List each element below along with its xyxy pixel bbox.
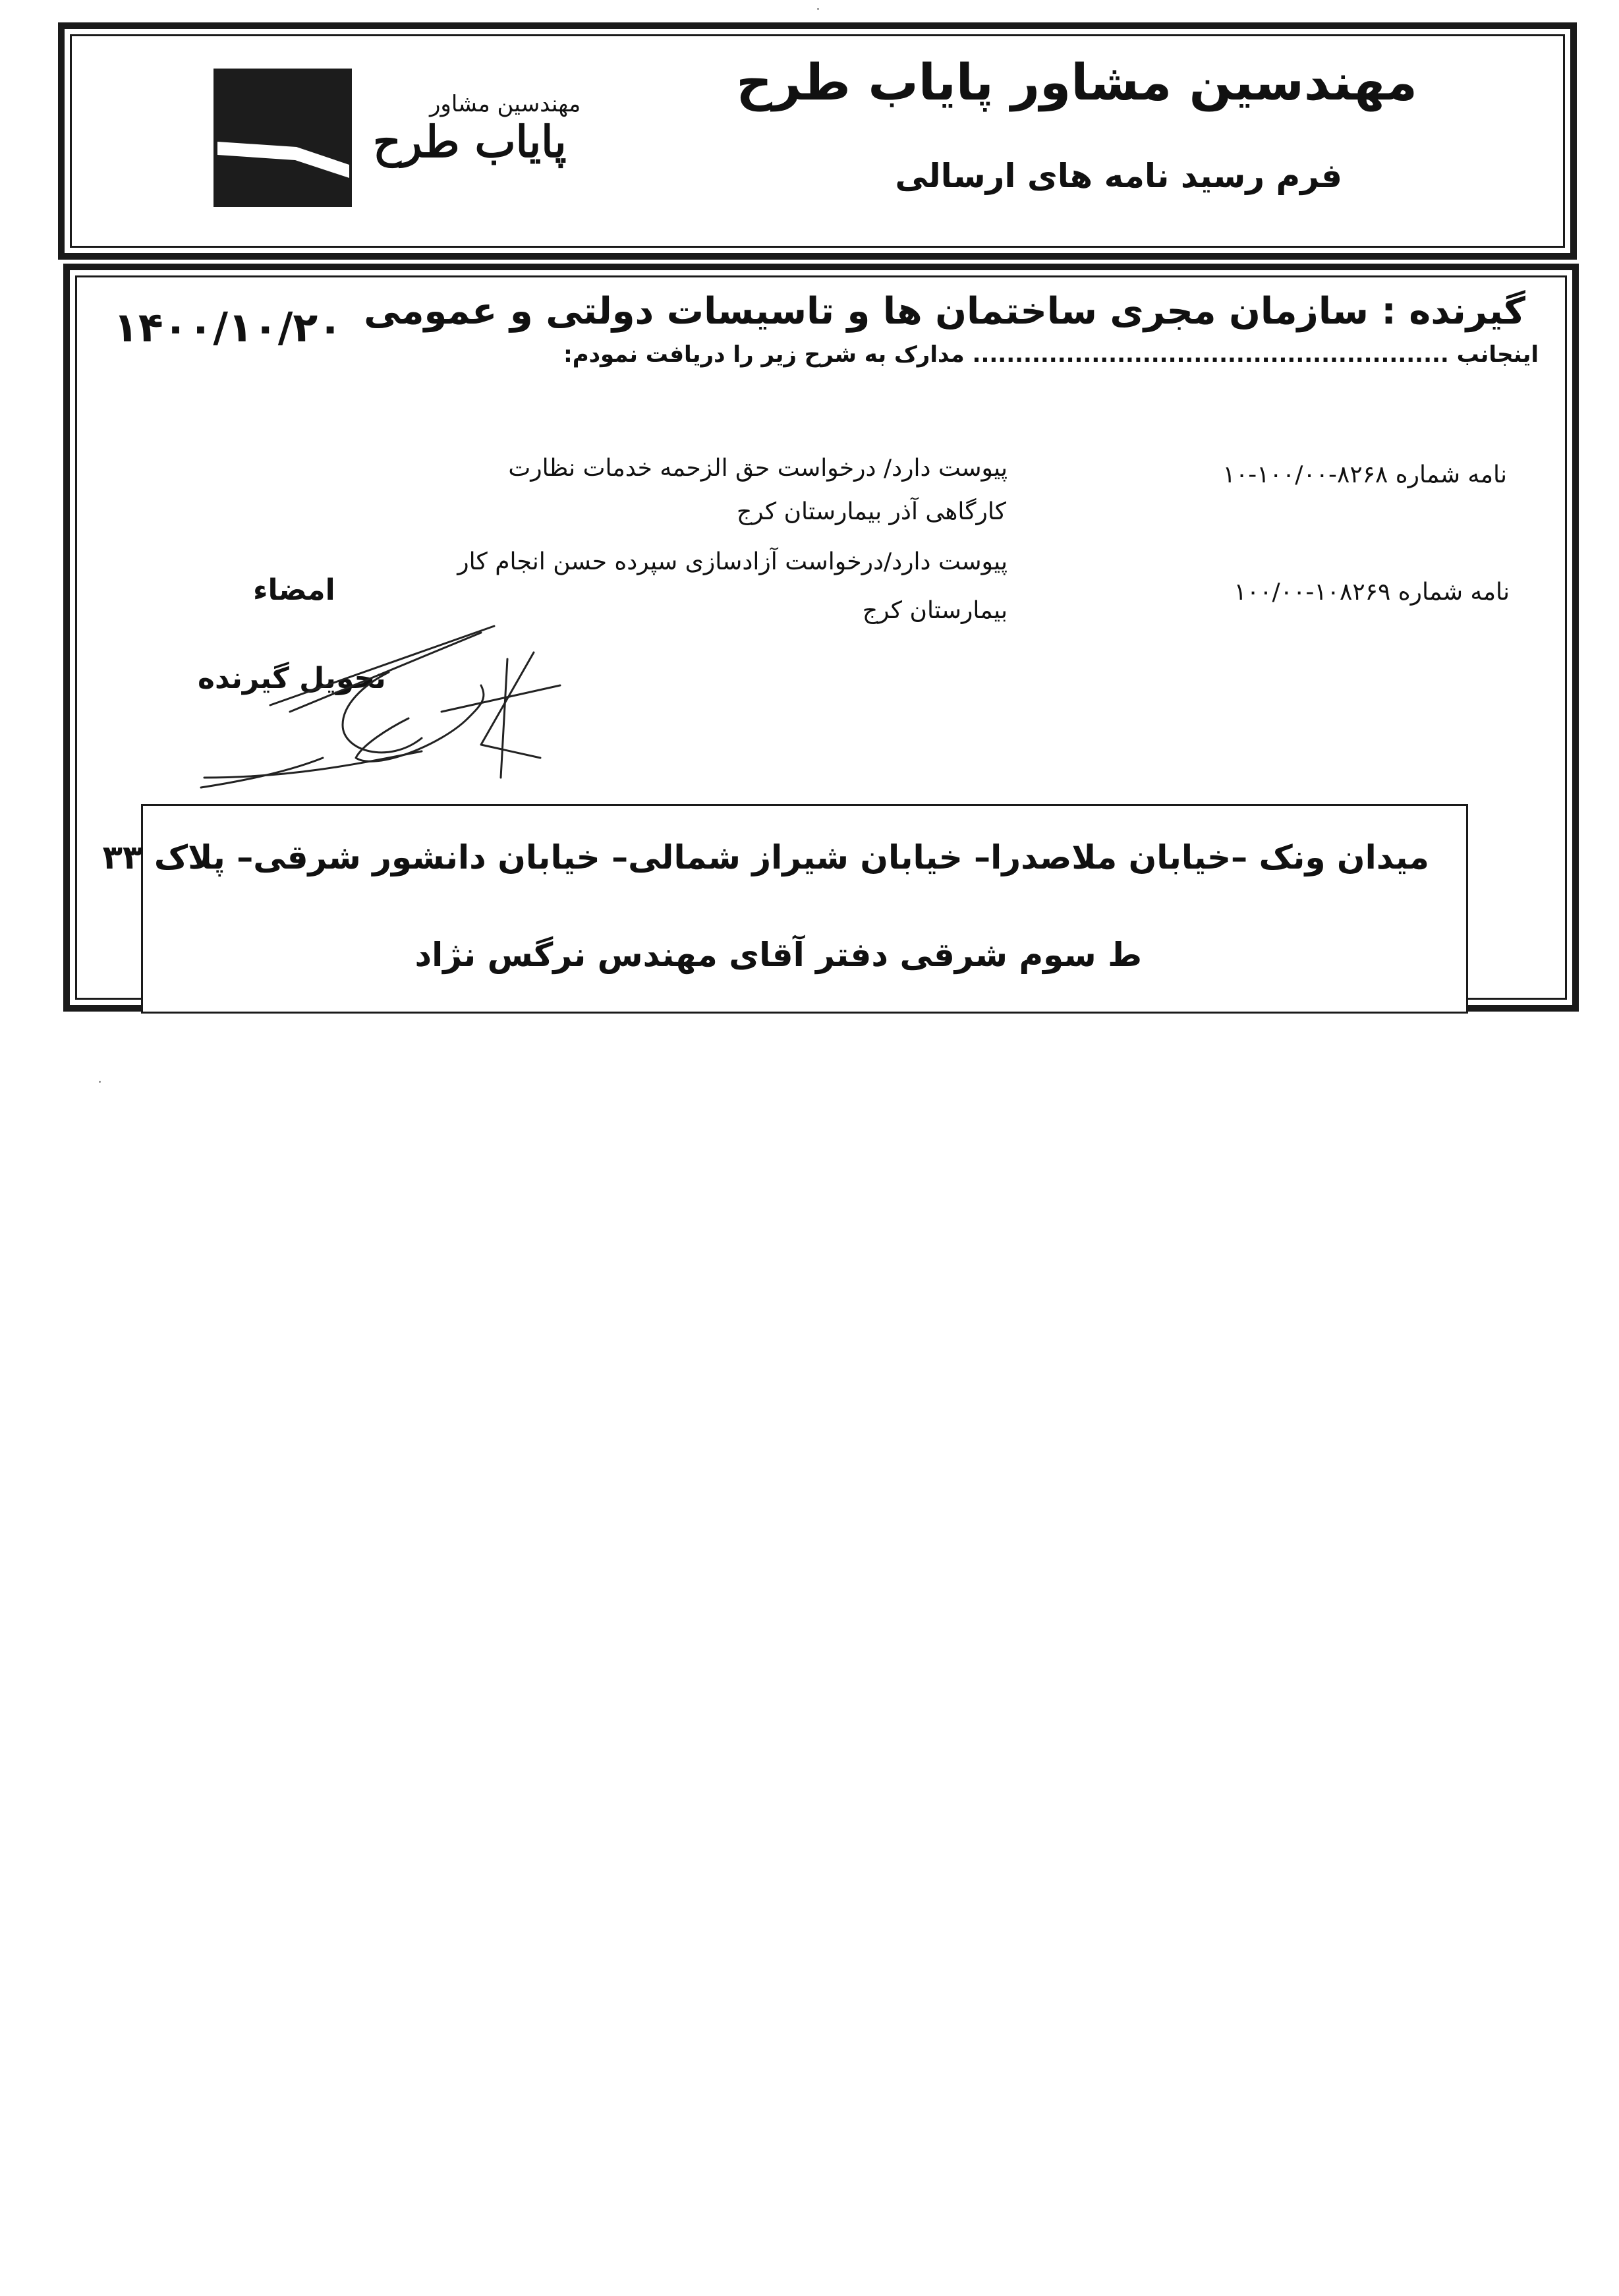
address-line2: ط سوم شرقی دفتر آقای مهندس نرگس نژاد — [414, 936, 1142, 974]
signature-label: امضاء — [253, 573, 335, 607]
logo-mark — [213, 69, 352, 207]
form-title: فرم رسید نامه های ارسالی — [895, 157, 1342, 195]
company-title: مهندسین مشاور پایاب طرح — [736, 53, 1417, 111]
receiver-label: تحویل گیرنده — [198, 662, 386, 695]
address-line1: میدان ونک –خیابان ملاصدرا– خیابان شیراز شمالی– خیابان دانشور شرقی– پلاک ۳۳ — [102, 838, 1429, 876]
receipt-date: ۱۴۰۰/۱۰/۲۰ — [113, 303, 343, 351]
logo-small-text: مهندسین مشاور — [430, 91, 581, 117]
letter-description: پیوست دارد/درخواست آزادسازی سپرده حسن انجام کار — [457, 548, 1008, 575]
scan-speck — [99, 1081, 101, 1083]
address-frame — [141, 804, 1468, 1014]
recipient-label: گیرنده : سازمان مجری ساختمان ها و تاسیسات دولتی و عمومی — [364, 290, 1525, 333]
letter-description: پیوست دارد/ درخواست حق الزحمه خدمات نظارت — [508, 455, 1008, 482]
receipt-statement: اینجانب ........................................................ مدارک به شرح زیر را دریافت نمودم: — [563, 341, 1539, 368]
logo-stroke-icon — [217, 142, 349, 181]
letter-description: بیمارستان کرج — [862, 597, 1008, 624]
handwritten-signature — [191, 613, 600, 791]
logo-large-text: پایاب طرح — [373, 116, 567, 167]
letter-number: نامه شماره ۱۰۸۲۶۹-۱۰۰/۰۰ — [1234, 579, 1510, 606]
letter-number: نامه شماره ۸۲۶۸-۱۰۰/۰۰-۱۰ — [1222, 461, 1507, 488]
letter-description: کارگاهی آذر بیمارستان کرج — [736, 498, 1006, 525]
scan-speck — [817, 8, 819, 10]
